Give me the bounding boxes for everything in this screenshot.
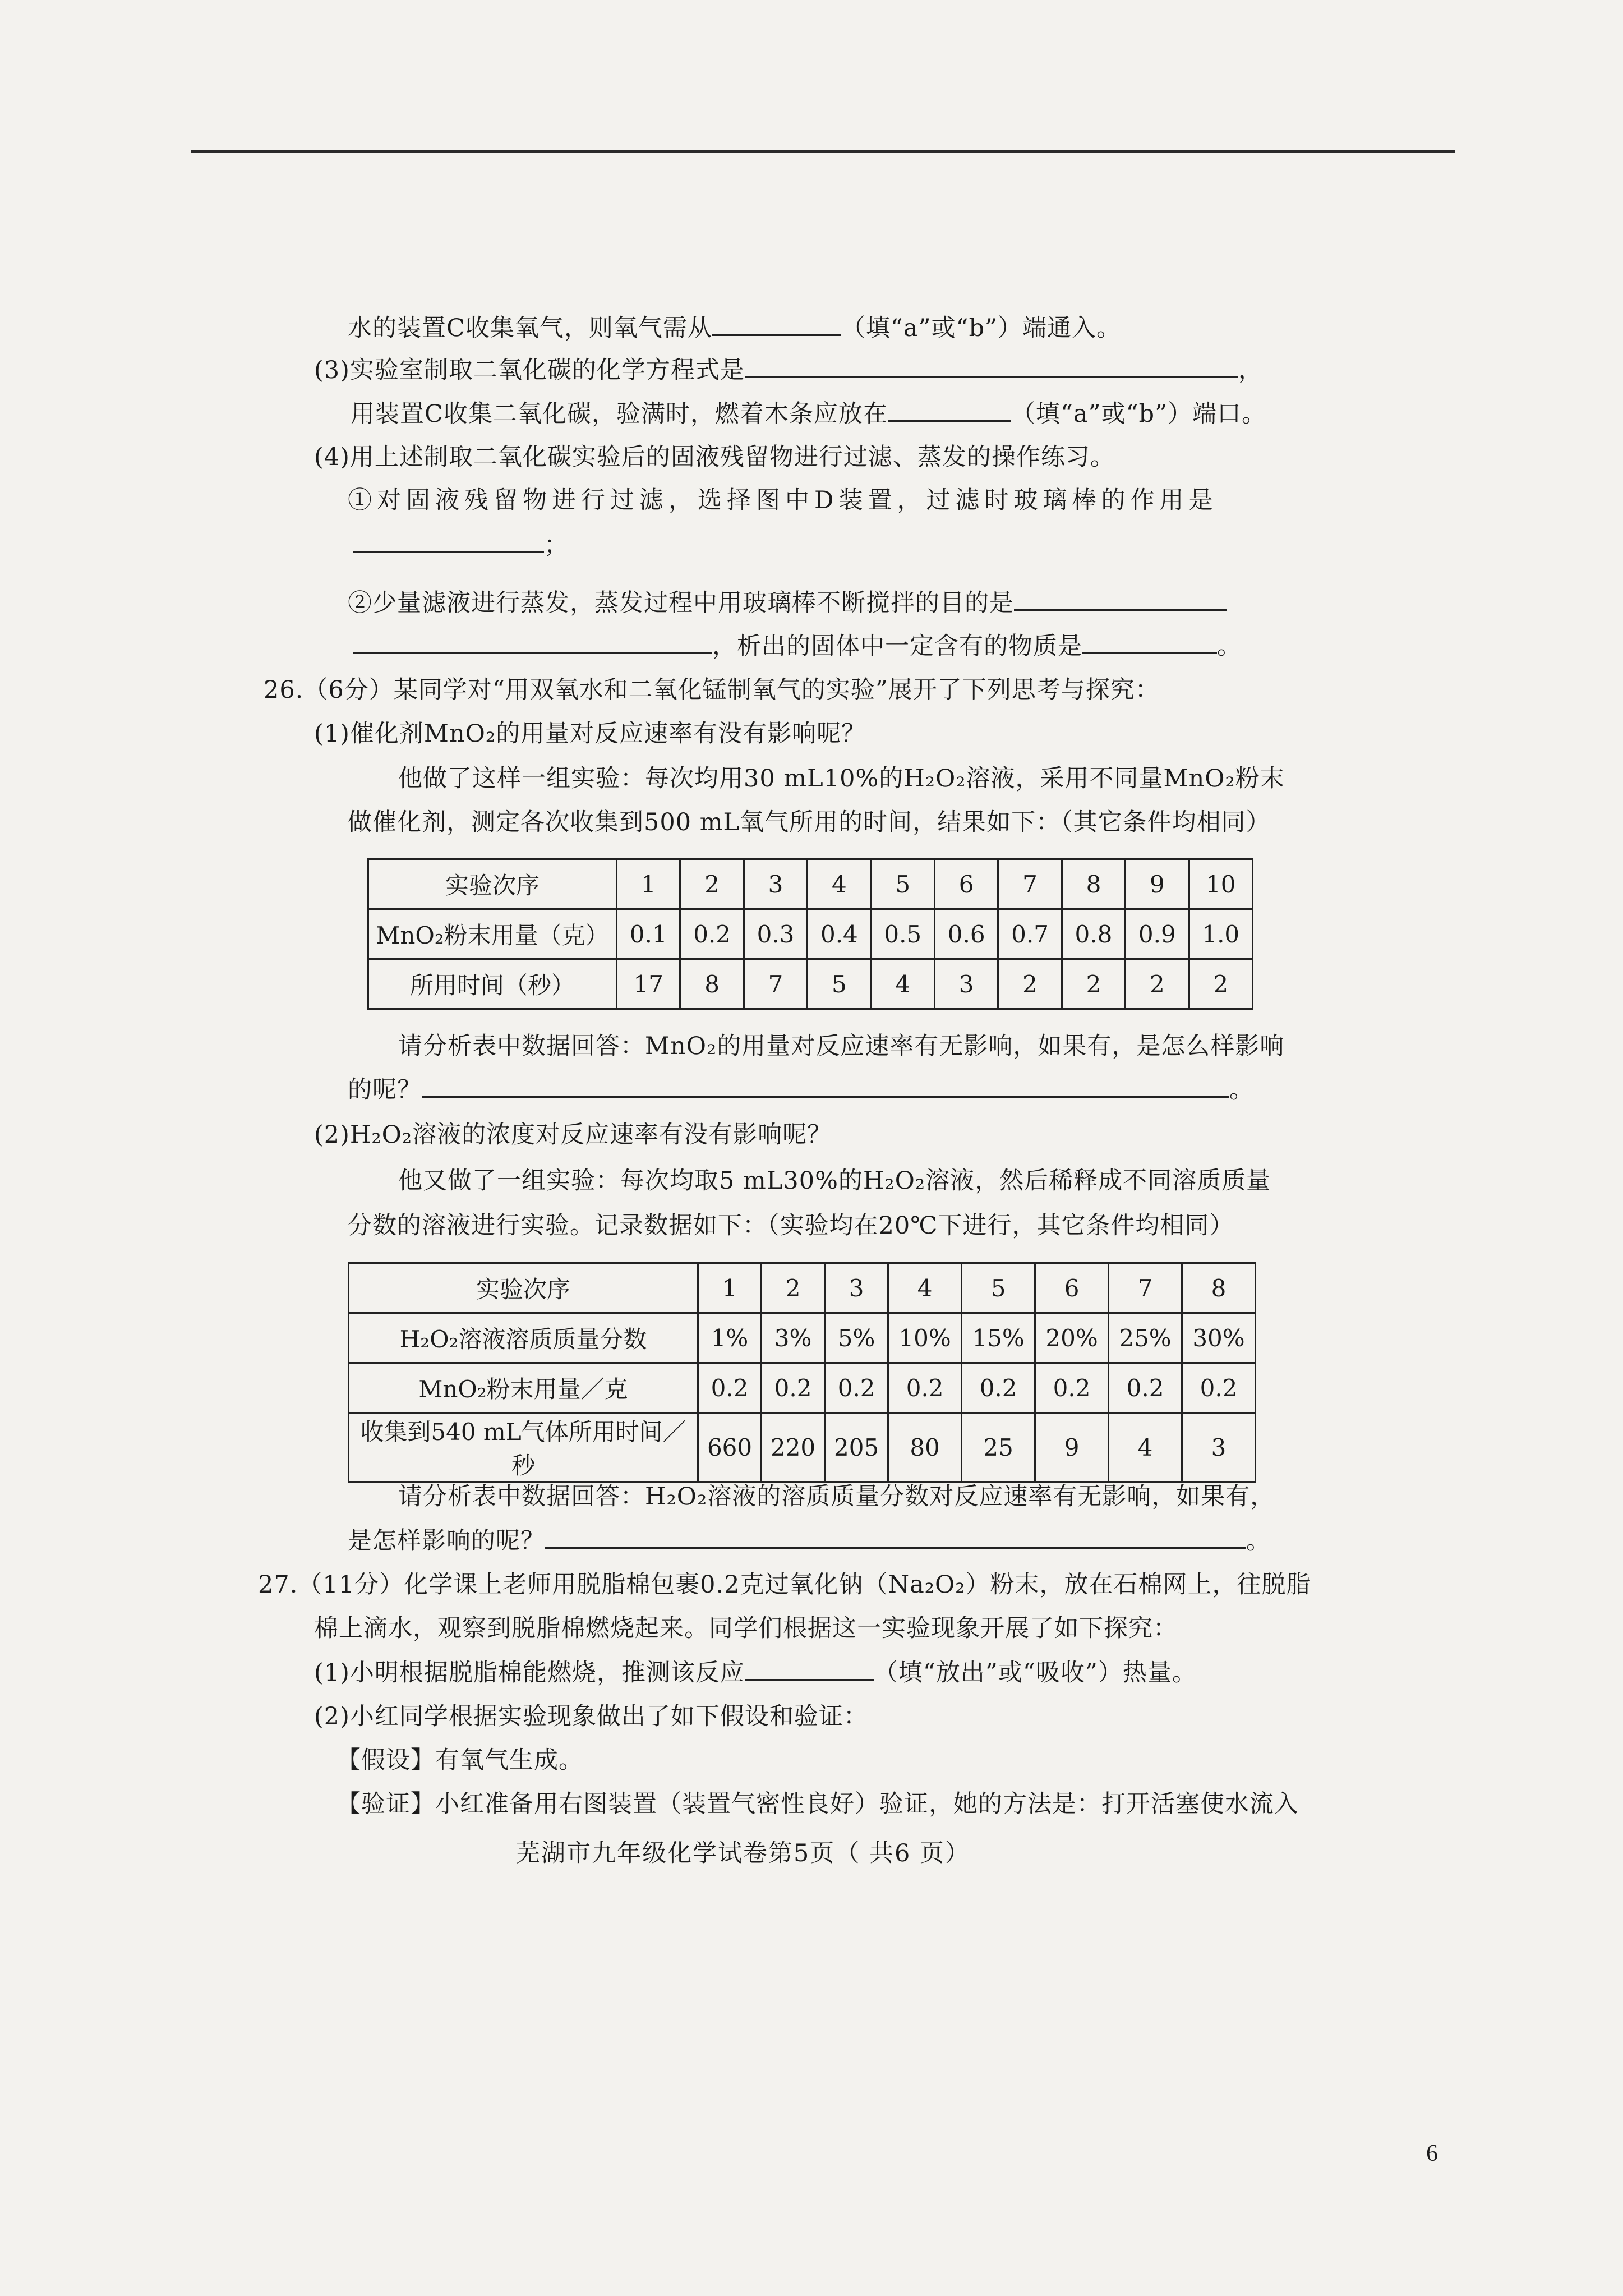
text-line: (3)实验室制取二氧化碳的化学方程式是 ， <box>314 353 1276 387</box>
table-cell: 1% <box>698 1313 762 1363</box>
row-header-cell: MnO₂粉末用量（克） <box>368 909 617 959</box>
text-line: 是怎样影响的呢？ 。 <box>348 1524 1310 1558</box>
table-cell: 1 <box>698 1263 762 1313</box>
text-line: (2)小红同学根据实验现象做出了如下假设和验证： <box>314 1703 868 1731</box>
answer-blank[interactable] <box>353 630 712 654</box>
table-cell: 4 <box>871 959 934 1009</box>
page-footer: 芜湖市九年级化学试卷第5页（ 共6 页） <box>516 1839 971 1867</box>
table-cell: 80 <box>888 1413 962 1482</box>
table-cell: 8 <box>680 959 744 1009</box>
answer-blank[interactable] <box>545 1525 1246 1549</box>
table-cell: 220 <box>762 1413 825 1482</box>
table-cell: 4 <box>808 859 871 909</box>
table-cell: 2 <box>762 1263 825 1313</box>
table-cell: 0.2 <box>1109 1363 1182 1413</box>
text-line: ②少量滤液进行蒸发，蒸发过程中用玻璃棒不断搅拌的目的是 <box>348 586 1310 620</box>
table-cell: 0.2 <box>1035 1363 1109 1413</box>
table-cell: 25 <box>962 1413 1035 1482</box>
table-cell: 17 <box>617 959 680 1009</box>
table-cell: 5 <box>962 1263 1035 1313</box>
text-line: (2)H₂O₂溶液的浓度对反应速率有没有影响呢？ <box>314 1121 832 1149</box>
text-line: ，析出的固体中一定含有的物质是 。 <box>353 629 1315 663</box>
text-line: (4)用上述制取二氧化碳实验后的固液残留物进行过滤、蒸发的操作练习。 <box>314 443 1115 471</box>
answer-blank[interactable] <box>888 398 1011 422</box>
table-cell: 30% <box>1182 1313 1256 1363</box>
text-line: 的呢？ 。 <box>348 1073 1310 1107</box>
table-cell: 3% <box>762 1313 825 1363</box>
answer-blank[interactable] <box>745 354 1238 378</box>
table-cell: 0.2 <box>680 909 744 959</box>
answer-blank[interactable] <box>1082 630 1217 654</box>
table-row <box>349 1313 1256 1363</box>
text-line: 他做了这样一组实验：每次均用30 mL10%的H₂O₂溶液，采用不同量MnO₂粉末 <box>398 765 1285 793</box>
table-cell: 2 <box>680 859 744 909</box>
table-cell: 10% <box>888 1313 962 1363</box>
table-cell: 10 <box>1189 859 1252 909</box>
table-h2o2-concentration <box>348 1262 1256 1483</box>
table-cell: 4 <box>1109 1413 1182 1482</box>
table-cell: 20% <box>1035 1313 1109 1363</box>
table-cell: 0.2 <box>698 1363 762 1413</box>
table-cell: 1.0 <box>1189 909 1252 959</box>
table-cell: 0.3 <box>744 909 807 959</box>
table-cell: 0.2 <box>825 1363 888 1413</box>
table-cell: 0.1 <box>617 909 680 959</box>
table-cell: 8 <box>1062 859 1125 909</box>
table-cell: 4 <box>888 1263 962 1313</box>
table-cell: 8 <box>1182 1263 1256 1313</box>
table-cell: 6 <box>934 859 998 909</box>
table-cell: 0.2 <box>1182 1363 1256 1413</box>
table-cell: 0.5 <box>871 909 934 959</box>
table-cell: 5% <box>825 1313 888 1363</box>
text-line: ； <box>353 528 1315 562</box>
table-cell: 0.4 <box>808 909 871 959</box>
table-cell: 660 <box>698 1413 762 1482</box>
table-cell: 3 <box>744 859 807 909</box>
text-line: ①对固液残留物进行过滤，选择图中D装置，过滤时玻璃棒的作用是 <box>348 486 1218 514</box>
table-cell: 0.8 <box>1062 909 1125 959</box>
table-cell: 0.2 <box>888 1363 962 1413</box>
answer-blank[interactable] <box>712 312 841 336</box>
row-header-cell: 实验次序 <box>368 859 617 909</box>
table-cell: 7 <box>744 959 807 1009</box>
table-cell: 6 <box>1035 1263 1109 1313</box>
text-line: 请分析表中数据回答：H₂O₂溶液的溶质质量分数对反应速率有无影响，如果有， <box>398 1483 1275 1511</box>
page-number: 6 <box>1426 2141 1438 2166</box>
table-cell: 15% <box>962 1313 1035 1363</box>
table-row <box>368 909 1253 959</box>
row-header-cell: 收集到540 mL气体所用时间／秒 <box>349 1413 698 1482</box>
row-header-cell: 所用时间（秒） <box>368 959 617 1009</box>
table-cell: 0.2 <box>962 1363 1035 1413</box>
text-line: 用装置C收集二氧化碳，验满时，燃着木条应放在 （填“a”或“b”）端口。 <box>351 397 1312 431</box>
table-mno2-amount <box>367 858 1253 1010</box>
text-line: 分数的溶液进行实验。记录数据如下：（实验均在20℃下进行，其它条件均相同） <box>348 1212 1234 1240</box>
answer-blank[interactable] <box>1014 587 1227 611</box>
table-cell: 9 <box>1035 1413 1109 1482</box>
text-line: 水的装置C收集氧气，则氧气需从 （填“a”或“b”）端通入。 <box>348 311 1310 345</box>
table-cell: 2 <box>998 959 1062 1009</box>
table-cell: 1 <box>617 859 680 909</box>
table-cell: 2 <box>1062 959 1125 1009</box>
table-cell: 7 <box>998 859 1062 909</box>
text-line: 棉上滴水，观察到脱脂棉燃烧起来。同学们根据这一实验现象开展了如下探究： <box>314 1614 1178 1642</box>
text-line: (1)小明根据脱脂棉能燃烧，推测该反应 （填“放出”或“吸收”）热量。 <box>314 1656 1276 1690</box>
text-line: 他又做了一组实验：每次均取5 mL30%的H₂O₂溶液，然后稀释成不同溶质质量 <box>398 1167 1271 1195</box>
answer-blank[interactable] <box>745 1657 874 1681</box>
top-rule <box>191 150 1455 153</box>
answer-blank[interactable] <box>422 1074 1229 1098</box>
text-line: (1)催化剂MnO₂的用量对反应速率有没有影响呢？ <box>314 720 866 748</box>
table-cell: 3 <box>934 959 998 1009</box>
table-cell: 5 <box>808 959 871 1009</box>
answer-blank[interactable] <box>353 529 544 553</box>
table-cell: 5 <box>871 859 934 909</box>
question-26-title: 26.（6分）某同学对“用双氧水和二氧化锰制氧气的实验”展开了下列思考与探究： <box>264 676 1160 704</box>
text-line: 请分析表中数据回答：MnO₂的用量对反应速率有无影响，如果有，是怎么样影响 <box>398 1032 1285 1060</box>
text-line: 【假设】有氧气生成。 <box>336 1746 583 1774</box>
text-line: 做催化剂，测定各次收集到500 mL氧气所用的时间，结果如下：（其它条件均相同） <box>348 808 1271 836</box>
table-row <box>368 859 1253 909</box>
table-cell: 0.6 <box>934 909 998 959</box>
question-27-title: 27.（11分）化学课上老师用脱脂棉包裹0.2克过氧化钠（Na₂O₂）粉末，放在石棉网上，往脱脂 <box>258 1571 1311 1599</box>
row-header-cell: 实验次序 <box>349 1263 698 1313</box>
table-cell: 205 <box>825 1413 888 1482</box>
row-header-cell: H₂O₂溶液溶质质量分数 <box>349 1313 698 1363</box>
table-cell: 3 <box>1182 1413 1256 1482</box>
table-cell: 2 <box>1126 959 1189 1009</box>
table-row <box>349 1363 1256 1413</box>
table-cell: 0.2 <box>762 1363 825 1413</box>
table-cell: 2 <box>1189 959 1252 1009</box>
table-row <box>349 1413 1256 1482</box>
table-cell: 9 <box>1126 859 1189 909</box>
table-cell: 0.9 <box>1126 909 1189 959</box>
table-cell: 0.7 <box>998 909 1062 959</box>
table-row <box>349 1263 1256 1313</box>
row-header-cell: MnO₂粉末用量／克 <box>349 1363 698 1413</box>
table-cell: 7 <box>1109 1263 1182 1313</box>
text-line: 【验证】小红准备用右图装置（装置气密性良好）验证，她的方法是：打开活塞使水流入 <box>336 1790 1299 1818</box>
table-row <box>368 959 1253 1009</box>
table-cell: 3 <box>825 1263 888 1313</box>
table-cell: 25% <box>1109 1313 1182 1363</box>
